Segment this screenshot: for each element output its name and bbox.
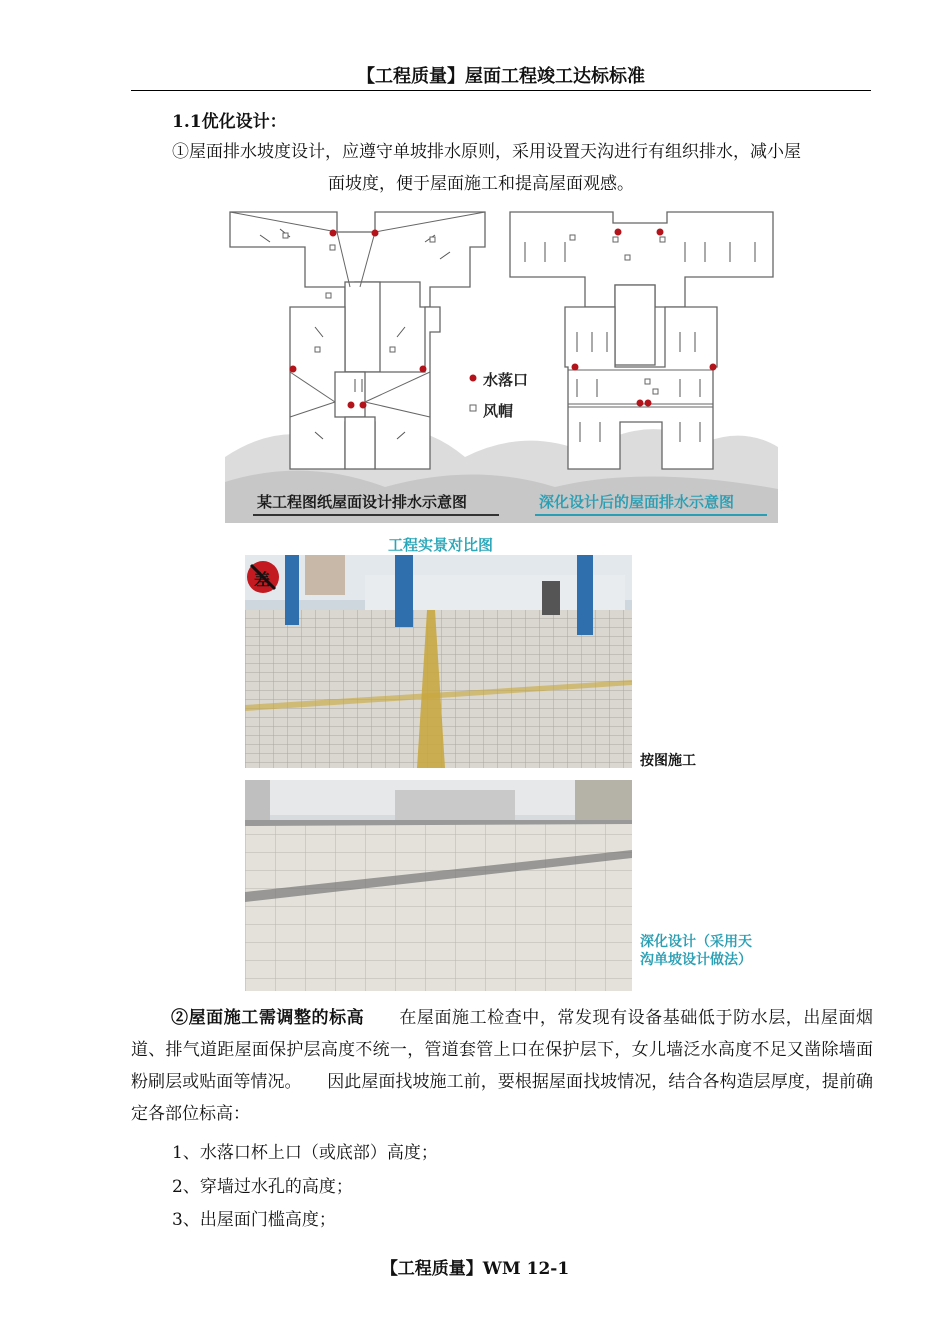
legend-drain-dot: [470, 375, 477, 382]
paragraph-2-text: 在屋面施工检查中，常发现有设备基础低于防水层，出屋面烟道、排气道距屋面保护层高度不统一，管道套管上口在保护层下，女儿墙泛水高度不足又凿除墙面粉刷层或贴面等情况。 因此屋面找坡施工前，要根据屋面找坡情况，结合各构造层厚度，提前确定各部位标高：: [131, 1008, 874, 1124]
caption-left: 某工程图纸屋面设计排水示意图: [257, 493, 468, 511]
photo-as-drawn: [245, 555, 632, 768]
legend-cap-label: 风帽: [483, 402, 514, 420]
caption-left-underline: [253, 514, 499, 516]
list-item: 2、穿墙过水孔的高度；: [172, 1177, 353, 1197]
roof-drainage-figure: [225, 207, 778, 523]
label-as-drawn: 按图施工: [640, 753, 696, 769]
header-rule: [131, 90, 871, 91]
page-header: 【工程质量】屋面工程竣工达标标准: [357, 66, 645, 87]
section-title: 1.1优化设计：: [172, 112, 287, 132]
paragraph-1-line-2: 面坡度，便于屋面施工和提高屋面观感。: [328, 174, 634, 194]
page-footer: 【工程质量】WM 12-1: [380, 1259, 570, 1279]
legend-cap-square: [470, 405, 476, 411]
paragraph-2: [131, 1002, 873, 1130]
photo-comparison-title: 工程实景对比图: [388, 536, 494, 554]
label-deepened-design: 深化设计（采用天沟单坡设计做法）: [640, 934, 752, 968]
paragraph-1-line-1: ①屋面排水坡度设计，应遵守单坡排水原则，采用设置天沟进行有组织排水，减小屋: [172, 142, 801, 162]
paragraph-2-lead: ②屋面施工需调整的标高: [171, 1008, 365, 1028]
list-item: 3、出屋面门槛高度；: [172, 1210, 336, 1230]
caption-right-underline: [535, 514, 767, 516]
original-roof-plan: [230, 212, 485, 469]
list-item: 1、水落口杯上口（或底部）高度；: [172, 1143, 438, 1163]
photo-deepened-design: [245, 780, 632, 991]
badge-poor: 差: [254, 570, 271, 589]
caption-right: 深化设计后的屋面排水示意图: [539, 493, 735, 511]
legend-drain-label: 水落口: [483, 371, 529, 389]
roof-plans-svg: [225, 207, 778, 523]
